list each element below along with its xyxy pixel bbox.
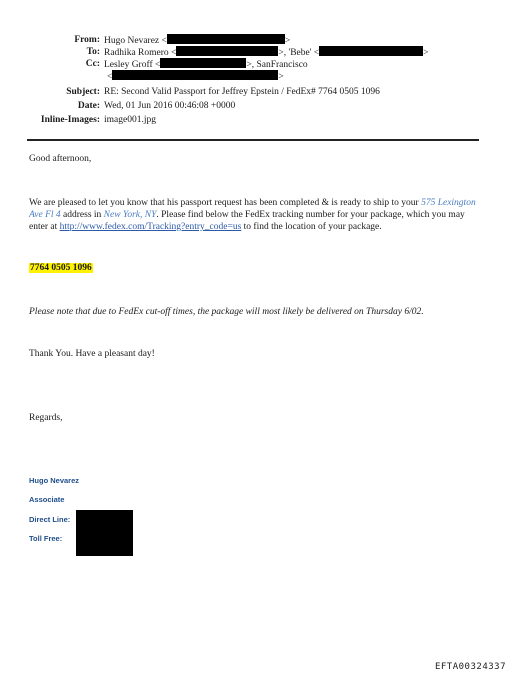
signature-title: Associate bbox=[29, 495, 65, 504]
address-text: 575 Lexington Ave Fl 4 bbox=[29, 198, 476, 220]
inline-images-label: Inline-Images: bbox=[40, 115, 100, 125]
signature-toll-free: Toll Free: bbox=[29, 534, 63, 543]
inline-images-text: image001.jpg bbox=[104, 115, 156, 125]
fedex-tracking-link[interactable]: http://www.fedex.com/Tracking?entry_code=us bbox=[59, 222, 242, 232]
signature-direct-line: Direct Line: bbox=[29, 515, 71, 524]
city-text: New York, NY bbox=[103, 210, 157, 220]
subject-label: Subject: bbox=[66, 87, 100, 97]
signature-name: Hugo Nevarez bbox=[29, 476, 80, 485]
from-label: From: bbox=[74, 35, 100, 45]
to-separator: >, 'Bebe' < bbox=[278, 48, 320, 58]
regards-line: Regards, bbox=[29, 413, 63, 423]
thanks-line: Thank You. Have a pleasant day! bbox=[29, 349, 155, 359]
cc-tail: >, SanFrancisco bbox=[246, 60, 308, 70]
date-text: Wed, 01 Jun 2016 00:46:08 +0000 bbox=[104, 101, 236, 111]
delivery-note: Please note that due to FedEx cut-off times, the package will most likely be delivered on Thursday 6/02. bbox=[29, 307, 424, 317]
to-name: Radhika Romero < bbox=[104, 48, 177, 58]
tracking-number-row bbox=[29, 262, 479, 274]
cc-label: Cc: bbox=[85, 59, 100, 69]
greeting: Good afternoon, bbox=[29, 154, 92, 164]
redaction-block bbox=[160, 58, 246, 68]
redaction-block bbox=[319, 46, 423, 56]
cc-name: Lesley Groff < bbox=[104, 60, 161, 70]
header-divider bbox=[27, 139, 479, 141]
redaction-block bbox=[112, 70, 278, 80]
subject-text: RE: Second Valid Passport for Jeffrey Epstein / FedEx# 7764 0505 1096 bbox=[104, 87, 380, 97]
date-label: Date: bbox=[77, 101, 100, 111]
to-label: To: bbox=[86, 47, 100, 57]
tracking-number: 7764 0505 1096 bbox=[30, 263, 92, 273]
redaction-block bbox=[167, 34, 285, 44]
from-name: Hugo Nevarez < bbox=[104, 36, 167, 46]
redaction-block bbox=[76, 510, 133, 556]
body-paragraph: We are pleased to let you know that his passport request has been completed & is ready to ship to your 575 Lexington Ave Fl 4 address in New York, NY. Please find below the FedEx tracking number for your package, which you may enter at http://www.fedex.com/Tracking?entry_code=us to find the location of your package. bbox=[29, 198, 476, 232]
bates-number: EFTA00324337 bbox=[434, 662, 506, 672]
redaction-block bbox=[176, 46, 278, 56]
